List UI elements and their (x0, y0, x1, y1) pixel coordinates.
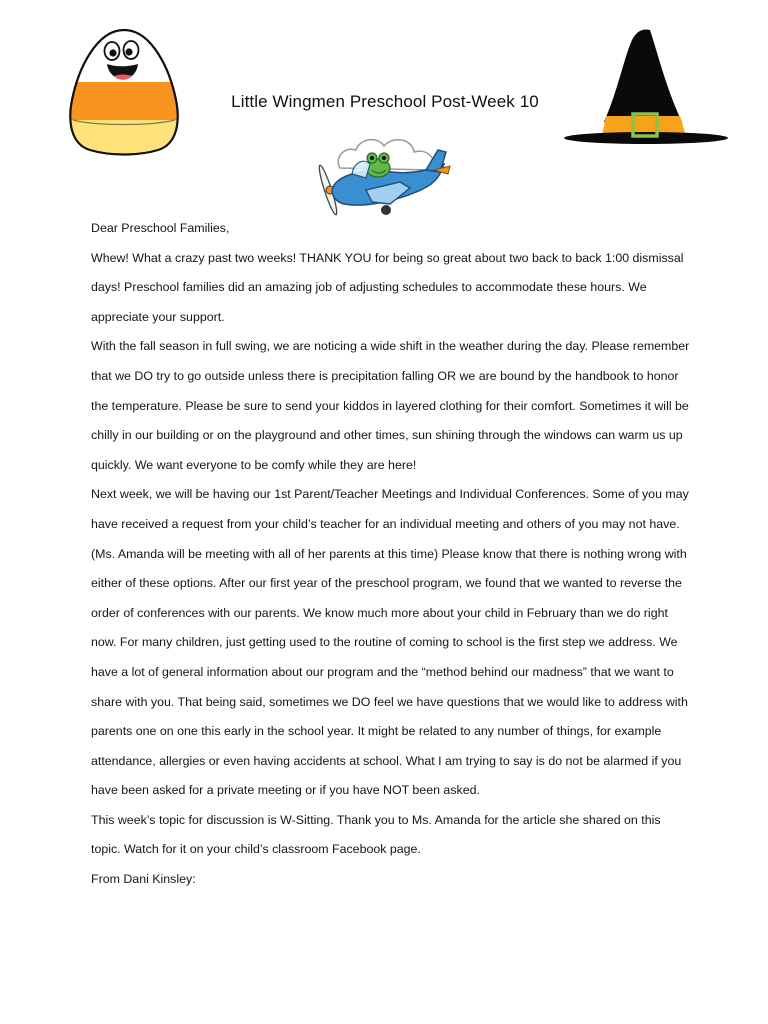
page-title: Little Wingmen Preschool Post-Week 10 (231, 92, 539, 111)
letter-closing: From Dani Kinsley: (91, 872, 196, 887)
letter-paragraph: Whew! What a crazy past two weeks! THANK YOU for being so great about two back to back 1:00 dismissal days! Preschool families did an amazing job of adjusting schedules to accommodate these hours. We appreciate your support. (91, 250, 684, 324)
letter-paragraph: This week’s topic for discussion is W-Sitting. Thank you to Ms. Amanda for the article she shared on this topic. Watch for it on your child’s classroom Facebook page. (91, 812, 661, 857)
airplane-frog-icon (316, 128, 452, 220)
letter-paragraph: With the fall season in full swing, we are noticing a wide shift in the weather during the day. Please remember that we DO try to go outside unless there is precipitation falling OR we are bound by the handbook to honor the temperature. Please be sure to send your kiddos in layered clothing for their comfort. Sometimes it will be chilly in our building or on the playground and other times, sun shining through the windows can warm us up quickly. We want everyone to be comfy while they are here! (91, 339, 690, 472)
letter-paragraph: Next week, we will be having our 1st Parent/Teacher Meetings and Individual Conferences. Some of you may have received a request from your child’s teacher for an individual meeting and others of you may not have.(Ms. Amanda will be meeting with all of her parents at this time) Please know that there is nothing wrong with either of these options. After our first year of the preschool program, we found that we wanted to reverse the order of conferences with our parents. We know much more about your child in February than we do right now. For many children, just getting used to the routine of coming to school is the first step we address. We have a lot of general information about our program and the “method behind our madness” that we want to share with you. That being said, sometimes we DO feel we have questions that we would like to address with parents one on one this early in the school year. It might be related to any number of things, for example attendance, allergies or even having accidents at school. What I am trying to say is do not be alarmed if you have been asked for a private meeting or if you have NOT been asked. (91, 487, 689, 798)
witch-hat-icon (562, 24, 730, 148)
letter-salutation: Dear Preschool Families, (91, 221, 230, 235)
letter-body (91, 214, 691, 895)
candy-corn-icon (66, 26, 182, 156)
